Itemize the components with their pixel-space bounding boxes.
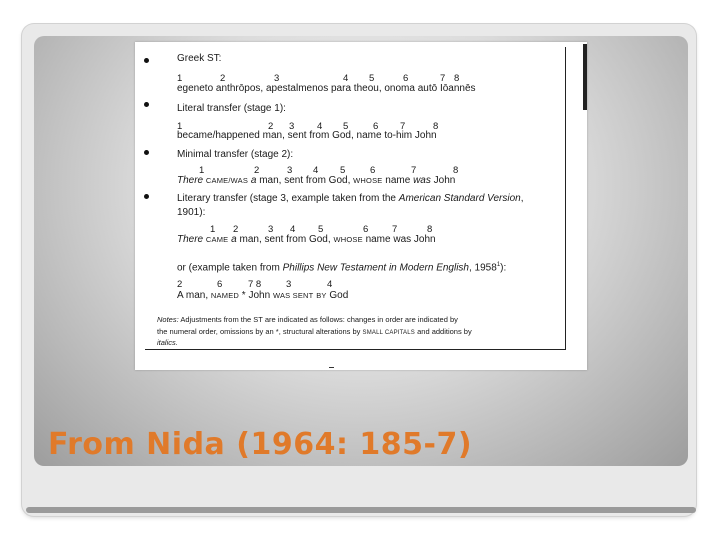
num-literary-1: 1 [210,224,216,235]
alt-source-part3: ): [500,262,507,274]
heading-literary-part1: Literary transfer (stage 3, example taken from the [177,193,399,204]
bullet-literal [144,102,149,107]
num-literary-2: 2 [233,224,239,235]
alt-source-year: , 1958 [469,262,497,274]
num-minimal-8: 8 [453,165,459,176]
alt-word-named: NAMED [210,291,240,300]
literary-text [177,234,436,245]
scan-speck [329,367,334,368]
alt-source-footnote: 1 [496,262,501,268]
heading-literary-line2: 1901): [177,207,206,218]
alternative-text [177,290,348,301]
alt-word-by: BY [316,291,327,300]
num-greek-5: 5 [369,73,375,84]
num-alt-7-8: 7 8 [248,279,262,290]
num-literary-8: 8 [427,224,433,235]
notes-label: Notes: [157,315,179,324]
notes-line-1 [157,315,458,324]
minimal-word-came-was: CAME/WAS [205,176,249,185]
minimal-word-was: was [413,175,431,186]
alt-word-was-sent: WAS SENT [272,291,314,300]
literary-word-man-sent: man, sent from God, [239,234,331,245]
num-literary-5: 5 [318,224,324,235]
num-minimal-2: 2 [254,165,260,176]
alt-source-part1: or (example taken from [177,262,283,274]
num-alt-4: 4 [327,279,333,290]
minimal-word-there: There [177,175,204,186]
bullet-literary [144,194,149,199]
scanned-excerpt [135,42,587,370]
notes-text-1: Adjustments from the ST are indicated as follows: changes in order are indicated by [178,315,458,324]
num-minimal-4: 4 [313,165,319,176]
num-literary-3: 3 [268,224,274,235]
notes-line-3 [157,338,178,347]
notes-text-2b: and additions by [415,327,472,336]
slide-caption: From Nida (1964: 185-7) [48,427,473,462]
num-minimal-5: 5 [340,165,346,176]
num-greek-8: 8 [454,73,460,84]
num-literary-7: 7 [392,224,398,235]
num-greek-4: 4 [343,73,349,84]
literary-word-there: There [177,234,204,245]
alt-source-title: Phillips New Testament in Modern English [282,262,469,274]
heading-greek: Greek ST: [177,53,222,64]
num-alt-2: 2 [177,279,183,290]
bullet-greek [144,58,149,63]
num-minimal-6: 6 [370,165,376,176]
scan-edge-mark [583,44,587,110]
num-literal-7: 7 [400,121,406,132]
num-greek-3: 3 [274,73,280,84]
minimal-word-man-sent: man, sent from God, [259,175,351,186]
num-greek-6: 6 [403,73,409,84]
greek-text: egeneto anthrōpos, apestalmenos para theou, onoma autō Iōannēs [177,83,476,94]
minimal-word-whose: WHOSE [353,176,383,185]
heading-minimal: Minimal transfer (stage 2): [177,149,294,160]
heading-literal: Literal transfer (stage 1): [177,103,286,114]
num-minimal-7: 7 [411,165,417,176]
num-greek-1: 1 [177,73,183,84]
num-literary-4: 4 [290,224,296,235]
notes-text-2-small-caps: SMALL CAPITALS [362,330,416,336]
num-greek-2: 2 [220,73,226,84]
literary-word-came: CAME [205,235,229,244]
num-literal-8: 8 [433,121,439,132]
num-greek-7: 7 [440,73,446,84]
literary-word-name: name was John [365,234,436,245]
heading-literary-title: American Standard Version [398,193,521,204]
num-alt-6: 6 [217,279,223,290]
alt-word-a-man: A man, [177,290,209,301]
minimal-word-john: John [433,175,456,186]
literary-word-whose: WHOSE [333,235,363,244]
heading-literary-part2: , [520,193,524,204]
num-literal-6: 6 [373,121,379,132]
num-literal-4: 4 [317,121,323,132]
minimal-word-name: name [385,175,411,186]
num-literal-5: 5 [343,121,349,132]
literary-word-a: a [231,234,237,245]
num-minimal-1: 1 [199,165,205,176]
num-literary-6: 6 [363,224,369,235]
alt-word-god: God [329,290,349,301]
literal-text: became/happened man, sent from God, name to-him John [177,130,437,141]
num-literal-2: 2 [268,121,274,132]
alt-word-john: * John [241,290,271,301]
num-literal-1: 1 [177,121,183,132]
num-literal-3: 3 [289,121,295,132]
notes-line-2 [157,327,472,336]
notes-text-3: italics. [157,338,178,347]
minimal-word-a: a [250,175,257,186]
bottom-divider [26,507,696,513]
bullet-minimal [144,150,149,155]
notes-text-2a: the numeral order, omissions by an *, structural alterations by [157,327,363,336]
alternative-source [177,262,506,273]
num-alt-3: 3 [286,279,292,290]
minimal-text [177,175,455,186]
heading-literary [177,193,523,204]
num-minimal-3: 3 [287,165,293,176]
